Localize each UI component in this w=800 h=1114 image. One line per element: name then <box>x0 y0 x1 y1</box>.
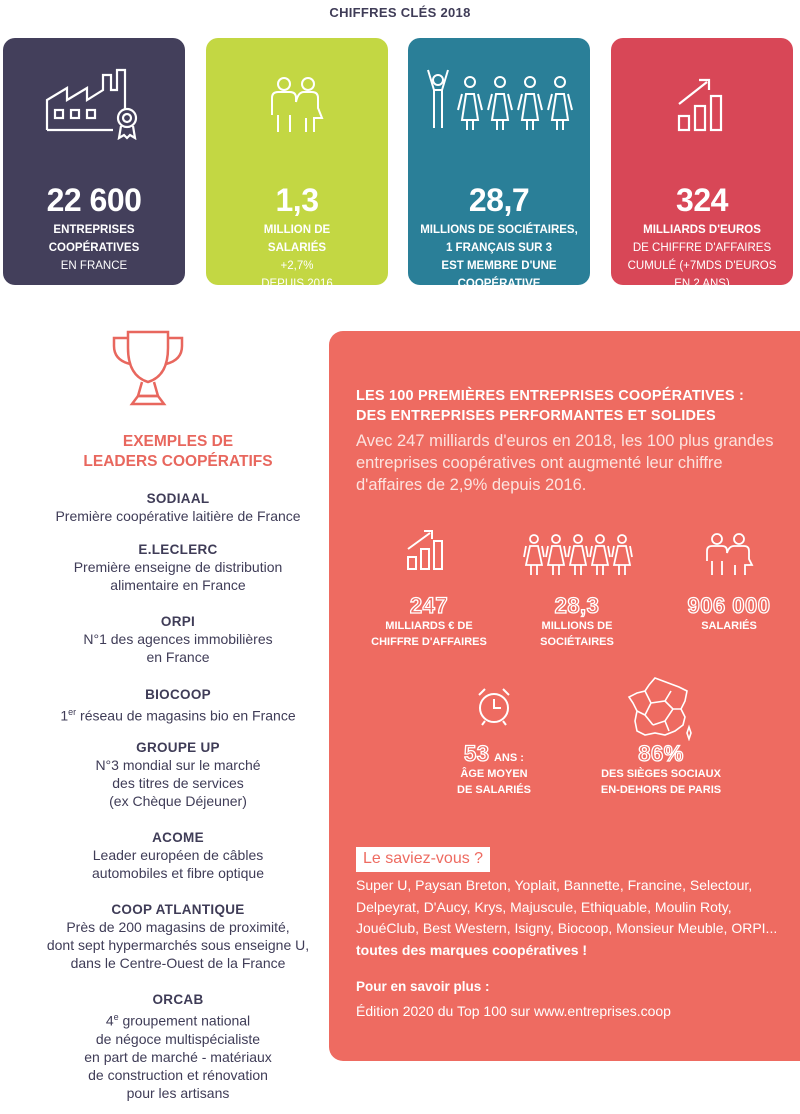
stat-label: MILLIARDS € DE <box>385 620 473 632</box>
stat-label: MILLIONS DE SOCIÉTAIRES, <box>420 224 578 236</box>
factory-icon <box>3 60 185 140</box>
stat-detail: DEPUIS 2016 <box>261 278 333 290</box>
stat-label: CHIFFRE D'AFFAIRES <box>371 636 487 648</box>
stat-card-societaires <box>408 38 590 290</box>
leader-desc: Première enseigne de distribution alimentaire en France <box>73 559 283 593</box>
leader-desc: 4e groupement national de négoce multispécialiste en part de marché - matériaux de construction et rénovation pour les artisans <box>84 1012 272 1101</box>
leader-item-orpi <box>0 613 356 666</box>
stat-label: SOCIÉTAIRES <box>540 636 614 648</box>
leader-name: BIOCOOP <box>145 687 211 702</box>
stat-sieges <box>581 742 741 798</box>
leader-name: ORPI <box>160 614 196 629</box>
leader-name: ORCAB <box>152 992 204 1007</box>
stat-salaries <box>659 594 799 634</box>
stat-detail: EN FRANCE <box>60 260 128 272</box>
stat-number: 28,7 <box>468 182 530 218</box>
top100-panel <box>329 331 800 1061</box>
stat-label: SALARIÉS <box>701 620 757 632</box>
stat-card-entreprises <box>3 38 185 285</box>
leader-name: GROUPE UP <box>136 740 220 755</box>
stat-card-salaries <box>206 38 388 290</box>
brands-text: Super U, Paysan Breton, Yoplait, Bannette, Francine, Selectour, Delpeyrat, D'Aucy, Krys, Majuscule, Ethiquable, Moulin Roty, JouéClub, Best Western, Isigny, Biocoop, Monsieur Meuble, ORPI... toutes des marques coopératives ! <box>356 877 778 958</box>
leader-item-leclerc <box>0 541 356 594</box>
stat-label: MILLIONS DE <box>541 620 613 632</box>
trophy-icon <box>108 326 188 410</box>
stat-age <box>429 742 559 798</box>
stat-label: DE SALARIÉS <box>457 784 531 796</box>
leader-item-orcab <box>0 991 356 1102</box>
stat-detail: +2,7% <box>280 260 314 272</box>
stat-label: COOPÉRATIVES <box>48 242 140 254</box>
leader-desc: 1er réseau de magasins bio en France <box>60 707 296 724</box>
stat-societaires <box>507 594 647 650</box>
crowd-icon <box>522 531 634 577</box>
more-info-link[interactable]: Édition 2020 du Top 100 sur www.entreprises.coop <box>356 1003 671 1019</box>
leader-name: E.LECLERC <box>138 542 218 557</box>
france-map-icon <box>625 675 695 741</box>
stat-label: EN-DEHORS DE PARIS <box>600 784 722 796</box>
leader-item-groupe-up <box>0 739 356 810</box>
leader-item-biocoop <box>0 686 356 725</box>
stat-number: 247 <box>409 593 449 618</box>
stat-label: MILLIARDS D'EUROS <box>643 224 761 236</box>
growth-chart-icon <box>611 60 793 140</box>
leader-name: ACOME <box>152 830 204 845</box>
stat-detail: CUMULÉ (+7MDS D'EUROS <box>627 260 777 272</box>
stat-number: 1,3 <box>275 182 319 218</box>
leader-item-acome <box>0 829 356 882</box>
stat-label: EST MEMBRE D'UNE <box>441 260 557 272</box>
saviez-vous-label: Le saviez-vous ? <box>356 847 490 872</box>
stat-card-chiffre-affaires <box>611 38 793 290</box>
stat-label: DES SIÈGES SOCIAUX <box>601 768 721 780</box>
alarm-clock-icon <box>473 685 515 727</box>
crowd-icon <box>408 60 590 140</box>
leader-item-sodiaal <box>0 490 356 525</box>
stat-number: 28,3 <box>554 593 600 618</box>
stat-label: ÂGE MOYEN <box>460 768 528 780</box>
leader-desc: N°1 des agences immobilières en France <box>83 631 273 665</box>
more-info-title: Pour en savoir plus : <box>356 979 490 994</box>
stat-label: COOPÉRATIVE <box>457 278 541 290</box>
leader-desc: Première coopérative laitière de France <box>55 508 301 524</box>
stat-number: 86% <box>638 741 684 766</box>
leader-desc: N°3 mondial sur le marché des titres de services (ex Chèque Déjeuner) <box>95 757 261 809</box>
stat-detail: EN 2 ANS) <box>674 278 730 290</box>
leaders-title: EXEMPLES DE LEADERS COOPÉRATIFS <box>83 433 273 470</box>
stat-detail: DE CHIFFRE D'AFFAIRES <box>632 242 772 254</box>
leader-item-coop-atlantique <box>0 901 356 972</box>
leader-desc: Près de 200 magasins de proximité, dont sept hypermarchés sous enseigne U, dans le Centre-Ouest de la France <box>46 919 310 971</box>
panel-title: LES 100 PREMIÈRES ENTREPRISES COOPÉRATIVES : DES ENTREPRISES PERFORMANTES ET SOLIDES <box>356 388 745 424</box>
leader-desc: Leader européen de câbles automobiles et fibre optique <box>92 847 264 881</box>
brands-emphasis: toutes des marques coopératives ! <box>356 941 588 958</box>
stat-label: ENTREPRISES <box>53 224 135 236</box>
growth-chart-icon <box>404 527 450 573</box>
leader-name: COOP ATLANTIQUE <box>111 902 245 917</box>
stat-number: 53 <box>464 741 490 766</box>
stat-number: 324 <box>676 182 728 218</box>
stat-label: SALARIÉS <box>267 242 327 254</box>
page-title: CHIFFRES CLÉS 2018 <box>329 5 471 20</box>
stat-unit: ANS : <box>493 752 524 764</box>
stat-label: 1 FRANÇAIS SUR 3 <box>445 242 553 254</box>
people-icon <box>701 531 757 577</box>
stat-number: 906 000 <box>687 593 771 618</box>
people-icon <box>206 60 388 140</box>
panel-intro: Avec 247 milliards d'euros en 2018, les 100 plus grandes entreprises coopératives ont augmenté leur chiffre d'affaires de 2,9% depuis 2016. <box>356 432 774 494</box>
stat-ca <box>359 594 499 650</box>
leader-name: SODIAAL <box>146 491 210 506</box>
stat-number: 22 600 <box>46 182 142 218</box>
stat-label: MILLION DE <box>263 224 331 236</box>
